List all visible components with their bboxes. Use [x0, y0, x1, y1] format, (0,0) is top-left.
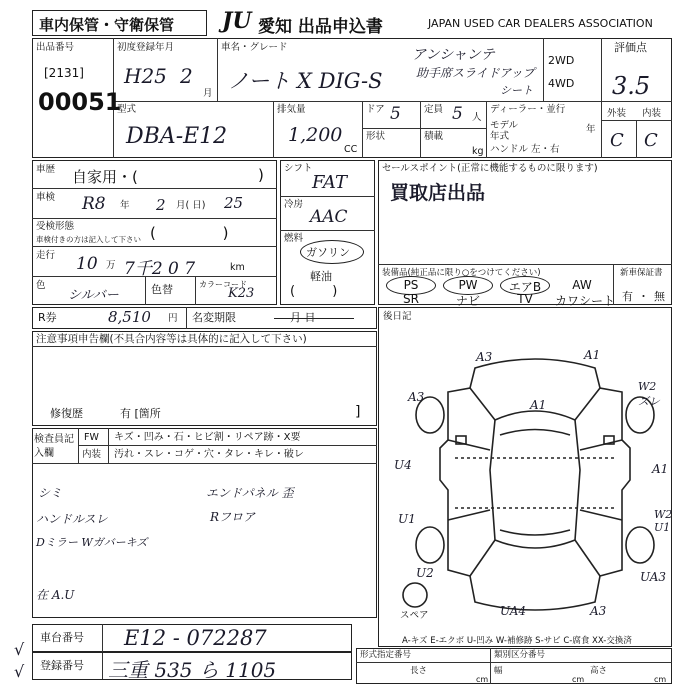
inspect-month: 2 [156, 196, 166, 214]
category-label: 類別区分番号 [494, 650, 546, 660]
diagram-mark: A1 [584, 348, 601, 362]
mileage-man: 10 [76, 254, 98, 274]
equip-label: 装備品(純正品に限り○をつけてください) [382, 268, 541, 278]
drive-2wd: 2WD [548, 54, 575, 67]
notes-header: 注意事項申告欄(不具合内容等は具体的に記入して下さい) [36, 333, 307, 345]
cap-unit: 人 [472, 112, 482, 123]
recv-brackets: ( ) [150, 224, 229, 242]
car-damage-diagram [400, 340, 670, 630]
form-title: 愛知 出品申込書 [258, 17, 383, 37]
car-name: ノート X DIG-S [228, 69, 383, 93]
mileage-prefix: 万 [106, 260, 116, 271]
fuel-label: 燃料 [284, 233, 304, 244]
diagram-mark: U2 [416, 566, 434, 580]
inspect-label: 車検 [36, 192, 56, 203]
equipment-item: PW [458, 278, 478, 292]
spare-label: スペア [400, 610, 429, 621]
name-change-value: 月 日 [290, 311, 316, 324]
height-label: 高さ [590, 666, 608, 676]
handle-label: ハンドル 左・右 [490, 144, 560, 155]
fw-label: FW [84, 432, 99, 443]
in-items: 汚れ・スレ・コゲ・穴・タレ・キレ・破レ [114, 449, 304, 460]
reg-label: 初度登録年月 [117, 42, 175, 53]
length-label: 長さ [410, 666, 428, 676]
equipment-item: カワシート [555, 294, 616, 308]
warranty-no: 無 [654, 290, 665, 303]
year-unit: 年 [586, 124, 596, 135]
mileage-unit: km [230, 262, 245, 273]
name-change-label: 名変期限 [192, 311, 236, 324]
load-label: 積載 [424, 131, 444, 142]
lot-bracket: [2131] [44, 66, 84, 80]
drive-4wd: 4WD [548, 77, 575, 90]
remark: シミ [38, 486, 63, 500]
score-label: 評価点 [614, 41, 647, 54]
diagram-mark: A3 [590, 604, 607, 618]
grade-note-3: シート [500, 84, 533, 97]
exterior-value: C [610, 130, 624, 151]
reg-plate-label: 登録番号 [40, 659, 84, 672]
color-change-label: 色替 [151, 283, 173, 296]
doors-value: 5 [390, 104, 401, 124]
recv-note: 車検付きの方は記入して下さい [36, 235, 141, 244]
inspector-label: 検査員記入欄 [34, 434, 74, 459]
diagram-mark: W2 U1 [654, 508, 673, 534]
sales-value: 買取店出品 [390, 182, 486, 204]
reg-month: 2 [180, 64, 193, 88]
reg-month-unit: 月 [203, 88, 213, 99]
load-unit: kg [472, 146, 484, 157]
diagram-legend: A-キズ E-エクボ U-凹み W-補修跡 S-サビ C-腐食 XX-交換済 [402, 636, 632, 646]
cm-unit: cm [572, 675, 585, 684]
repair-close: ] [355, 404, 361, 420]
diagram-mark: W2 ズレ [638, 380, 660, 408]
remark: 在 A.U [36, 588, 75, 602]
recycle-value: 8,510 [108, 308, 151, 326]
repair-value: 有 [箇所 [120, 407, 161, 420]
color-code: K23 [228, 286, 255, 301]
check-mark: √ [14, 640, 25, 659]
lot-label: 出品番号 [36, 42, 75, 53]
check-mark: √ [14, 662, 25, 681]
repair-label: 修復歴 [50, 407, 83, 420]
diagram-mark: U4 [394, 458, 412, 472]
color-label: 色 [36, 280, 46, 291]
equipment-item: PS [403, 278, 419, 292]
shape-label: 形状 [366, 131, 386, 142]
history-close: ) [258, 166, 264, 184]
mileage-label: 走行 [36, 250, 56, 261]
equipment-item: AW [572, 278, 592, 292]
cm-unit: cm [654, 675, 667, 684]
chassis-label: 車台番号 [40, 631, 84, 644]
diagram-mark: A1 [652, 462, 669, 476]
fw-items: キズ・凹み・石・ヒビ割・リペア跡・X要 [114, 432, 301, 443]
reg-plate-value: 三重 535 ら 1105 [108, 658, 277, 682]
in-label: 内装 [82, 449, 102, 460]
interior-value: C [644, 130, 658, 151]
score-value: 3.5 [612, 72, 651, 100]
diagram-mark: U1 [398, 512, 416, 526]
diagram-mark: A1 [530, 398, 547, 412]
cool-value: AAC [310, 207, 348, 227]
inspect-year-unit: 年 [120, 200, 130, 211]
shift-label: シフト [284, 163, 313, 174]
model-value: DBA-E12 [126, 124, 228, 149]
doors-label: ドア [366, 104, 385, 115]
warranty-yes: 有 [622, 290, 633, 303]
lot-number: 00051 [38, 88, 122, 116]
diagram-mark: A3 [408, 390, 425, 404]
warranty-label: 新車保証書 [620, 268, 663, 278]
recycle-label: R券 [38, 311, 57, 324]
grade-note-1: アンシャンテ [412, 47, 495, 63]
cap-label: 定員 [424, 104, 444, 115]
reg-era: H25 [124, 64, 167, 88]
remark: Dミラー Wガバーキズ [36, 536, 148, 549]
diagram-mark: UA3 [640, 570, 667, 584]
recycle-unit: 円 [168, 313, 178, 324]
model-year-label: モデル年式 [490, 120, 519, 142]
interior-label: 内装 [642, 108, 662, 119]
inspect-suffix: 月( 日) [176, 200, 206, 211]
brand-mark: JU [222, 8, 252, 34]
equipment-item: SR [403, 292, 419, 306]
shift-value: FAT [312, 172, 347, 193]
cap-value: 5 [452, 104, 463, 124]
equipment-item: ナビ [455, 294, 480, 308]
color-code-label: カラーコード [199, 280, 247, 289]
recv-label: 受検形態 [36, 221, 75, 232]
mileage-rest: 7千2 0 7 [124, 259, 196, 279]
disp-label: 排気量 [277, 104, 306, 115]
name-change-strike [274, 318, 354, 319]
equipment-item: TV [517, 292, 533, 306]
later-label: 後日記 [383, 311, 412, 322]
inspect-day: 25 [224, 194, 244, 212]
chassis-value: E12 - 072287 [124, 626, 267, 650]
grade-note-2: 助手席スライドアップ [416, 66, 535, 80]
diagram-mark: UA4 [500, 604, 527, 618]
fuel-brackets: ( ) [290, 284, 338, 299]
dealer-label: ディーラー・並行 [490, 104, 566, 115]
width-label: 幅 [494, 666, 503, 676]
equipment-item: エアB [508, 280, 542, 294]
model-label: 型式 [117, 104, 137, 115]
color-value: シルバー [68, 288, 119, 303]
cm-unit: cm [476, 675, 489, 684]
remark-right: エンドパネル 歪 [206, 486, 294, 500]
cool-label: 冷房 [284, 199, 304, 210]
disp-value: 1,200 [288, 124, 343, 146]
association-name: JAPAN USED CAR DEALERS ASSOCIATION [428, 17, 653, 30]
fuel-gasoline: ガソリン [306, 246, 350, 259]
sales-label: セールスポイント(正常に機能するものに限ります) [382, 163, 598, 174]
form-label: 形式指定番号 [360, 650, 412, 660]
history-value: 自家用・( [72, 168, 138, 186]
remark-right: Rフロア [210, 510, 256, 524]
storage-label-box [32, 10, 207, 36]
history-label: 車歴 [36, 164, 56, 175]
warranty-sep: ・ [638, 290, 649, 303]
name-label: 車名・グレード [221, 42, 288, 53]
disp-unit: CC [344, 144, 358, 155]
diagram-mark: A3 [476, 350, 493, 364]
exterior-label: 外装 [607, 108, 627, 119]
fuel-light-oil: 軽油 [310, 270, 332, 283]
storage-label: 車内保管・守衛保管 [39, 16, 175, 34]
inspect-era: R8 [82, 194, 106, 214]
remark: ハンドルスレ [36, 512, 108, 526]
